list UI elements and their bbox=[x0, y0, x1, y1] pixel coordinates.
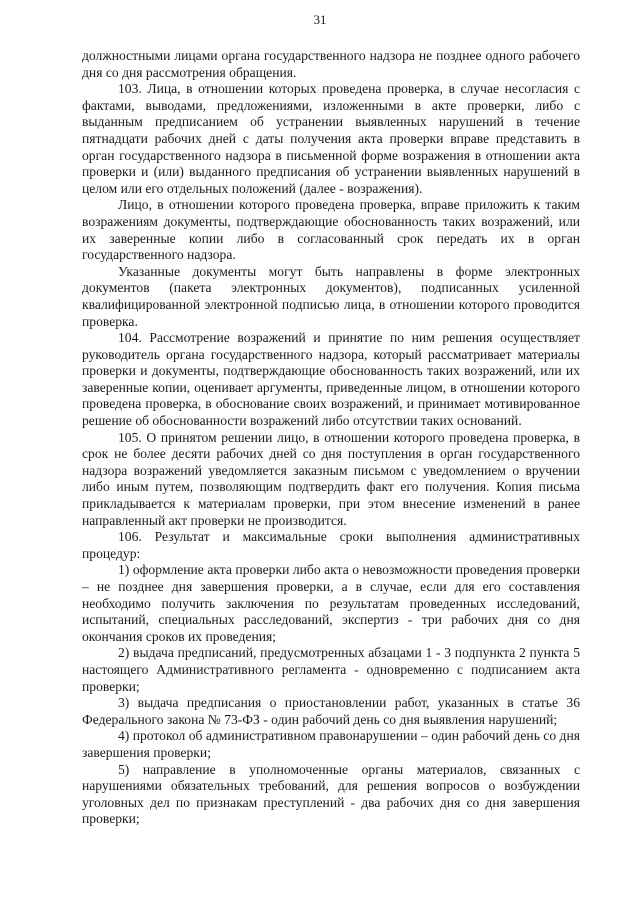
page-number: 31 bbox=[313, 12, 327, 27]
paragraph-continuation: должностными лицами органа государственного надзора не позднее одного рабочего дня со дня рассмотрения обращения. bbox=[82, 48, 580, 80]
paragraph-105: 105. О принятом решении лицо, в отношении которого проведена проверка, в срок не более десяти рабочих дней со дня поступления в орган государственного надзора возражений уведомляется заказным письмом с уведомлением о вручении либо иным путем, позволяющим подтвердить факт его получения. Копия письма прикладывается к материалам проверки, при этом внесение изменений в ранее направленный акт проверки не производится. bbox=[82, 429, 580, 528]
list-item-3: 3) выдача предписания о приостановлении работ, указанных в статье 36 Федерального закона № 73-ФЗ - один рабочий день со дня выявления нарушений; bbox=[82, 695, 580, 727]
list-item-5: 5) направление в уполномоченные органы материалов, связанных с нарушениями обязательных требований, для решения вопросов о возбуждении уголовных дел по признакам преступлений - два рабочих дня со дня завершения проверки; bbox=[82, 761, 580, 827]
paragraph-103-electronic: Указанные документы могут быть направлены в форме электронных документов (пакета электронных документов), подписанных усиленной квалифицированной электронной подписью лица, в отношении которого проводится проверка. bbox=[82, 263, 580, 329]
paragraph-103: 103. Лица, в отношении которых проведена проверка, в случае несогласия с фактами, выводами, предложениями, изложенными в акте проверки, либо с выданным предписанием об устранении выявленных нарушений в течение пятнадцати рабочих дней с даты получения акта проверки вправе представить в орган государственного надзора в письменной форме возражения в отношении акта проверки и (или) выданного предписания об устранении выявленных нарушений в целом или его отдельных положений (далее - возражения). bbox=[82, 81, 580, 196]
document-body bbox=[82, 48, 580, 828]
paragraph-106: 106. Результат и максимальные сроки выполнения административных процедур: bbox=[82, 529, 580, 561]
list-item-2: 2) выдача предписаний, предусмотренных абзацами 1 - 3 подпункта 2 пункта 5 настоящего Административного регламента - одновременно с подписанием акта проверки; bbox=[82, 645, 580, 694]
paragraph-104: 104. Рассмотрение возражений и принятие по ним решения осуществляет руководитель органа государственного надзора, который рассматривает материалы проверки и документы, подтверждающие обоснованность таких возражений, или их заверенные копии, оценивает аргументы, приведенные лицом, в отношении которого проведена проверка, в обоснование своих возражений, и принимает мотивированное решение об обоснованности возражений либо отсутствии таких оснований. bbox=[82, 330, 580, 429]
list-item-4: 4) протокол об административном правонарушении – один рабочий день со дня завершения проверки; bbox=[82, 728, 580, 760]
list-item-1: 1) оформление акта проверки либо акта о невозможности проведения проверки – не позднее дня завершения проверки, а в случае, если для его составления необходимо получить заключения по результатам проведенных исследований, испытаний, специальных расследований, экспертиз - три рабочих дня со дня окончания сроков их проведения; bbox=[82, 562, 580, 644]
paragraph-103-attachments: Лицо, в отношении которого проведена проверка, вправе приложить к таким возражениям документы, подтверждающие обоснованность таких возражений, или их заверенные копии либо в согласованный срок передать их в орган государственного надзора. bbox=[82, 197, 580, 263]
